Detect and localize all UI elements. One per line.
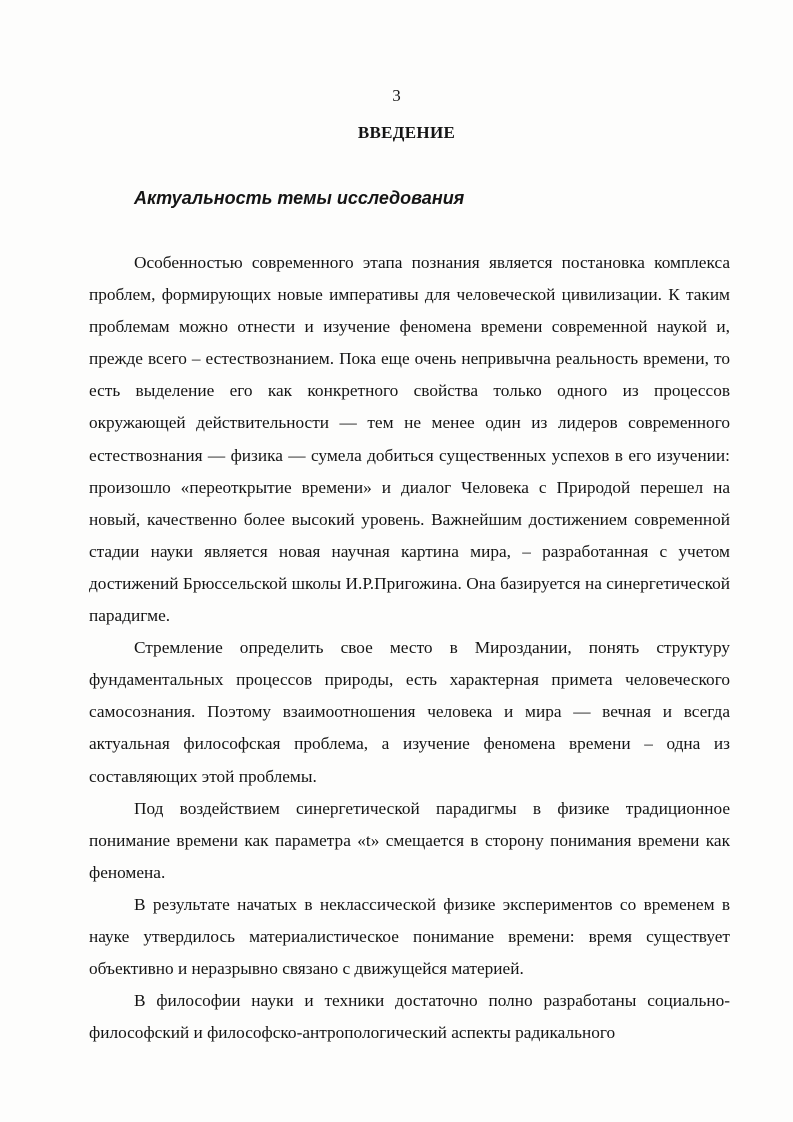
page-number: 3 — [392, 86, 401, 105]
body-text — [89, 247, 730, 1049]
paragraph: Стремление определить свое место в Мироздании, понять структуру фундаментальных процессов природы, есть характерная примета человеческого самосознания. Поэтому взаимоотношения человека и мира — вечная и всегда актуальная философская проблема, а изучение феномена времени – одна из составляющих этой проблемы. — [89, 638, 730, 786]
section-title: Актуальность темы исследования — [134, 188, 465, 208]
paragraph: В результате начатых в неклассической физике экспериментов со временем в науке утвердилось материалистическое понимание времени: время существует объективно и неразрывно связано с движущейся материей. — [89, 894, 730, 979]
paragraph: Под воздействием синергетической парадигмы в физике традиционное понимание времени как параметра «t» смещается в сторону понимания времени как феномена. — [89, 798, 730, 882]
chapter-title: ВВЕДЕНИЕ — [357, 123, 456, 142]
paragraph: Особенностью современного этапа познания является постановка комплекса проблем, формирующих новые императивы для человеческой цивилизации. К таким проблемам можно отнести и изучение феномена времени современной наукой и, прежде всего – естествознанием. Пока еще очень непривычна реальность времени, то есть выделение его как конкретного свойства только одного из процессов окружающей действительности — тем не менее один из лидеров современного естествознания — физика — сумела добиться существенных успехов в его изучении: произошло «переоткрытие времени» и диалог Человека с Природой перешел на новый, качественно более высокий уровень. Важнейшим достижением современной стадии науки является новая научная картина мира, – разработанная с учетом достижений Брюссельской школы И.Р.Пригожина. Она базируется на синергетической парадигме. — [89, 253, 730, 626]
paragraph: В философии науки и техники достаточно полно разработаны социально-философский и философско-антропологический аспекты радикального — [89, 991, 730, 1043]
